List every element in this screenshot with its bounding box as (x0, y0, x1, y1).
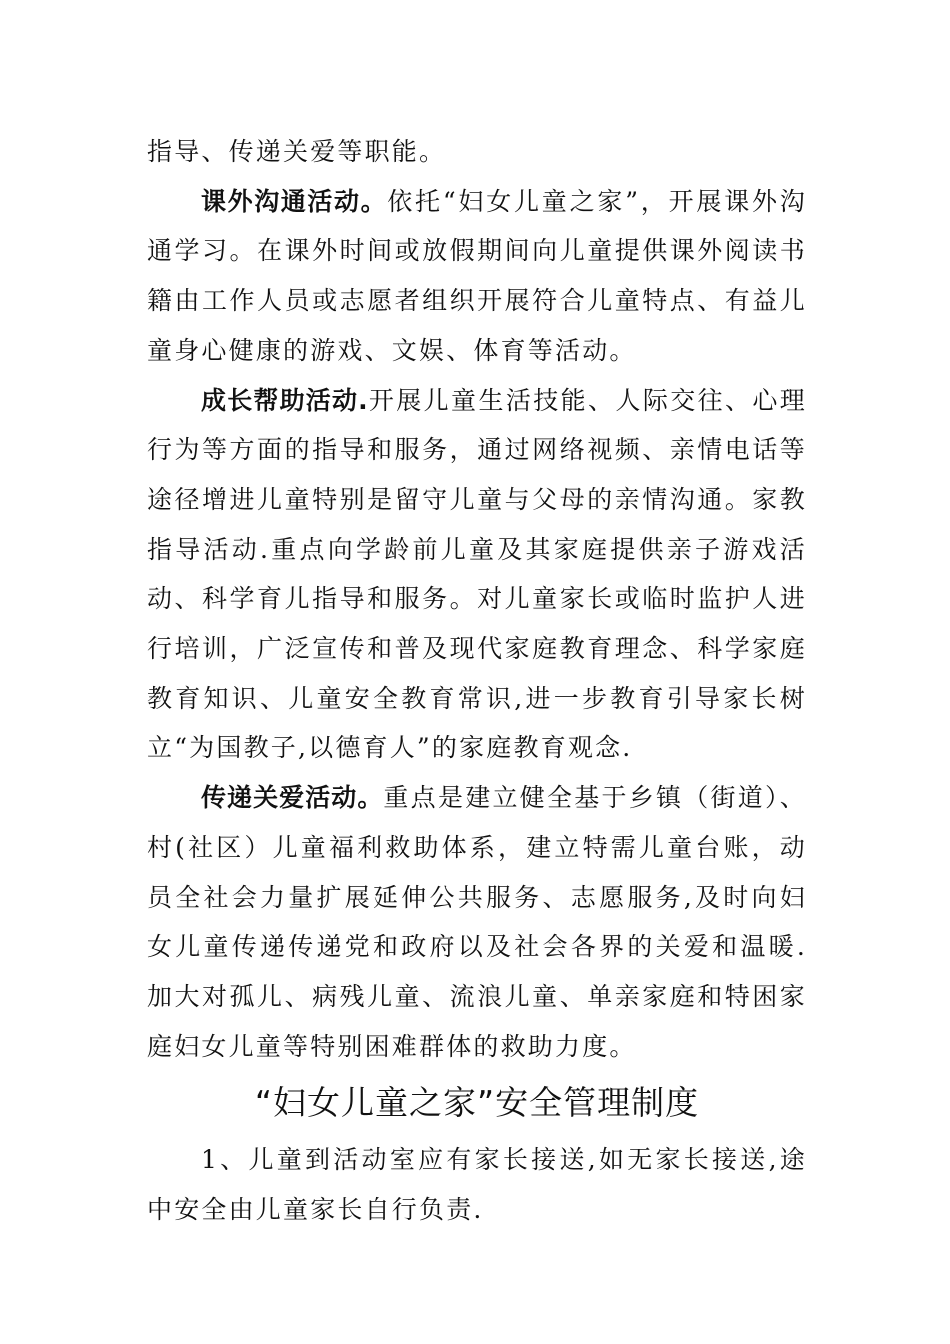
rule-text: 1、儿童到活动室应有家长接送,如无家长接送,途中安全由儿童家长自行负责. (147, 1145, 807, 1225)
document-body (147, 127, 807, 1235)
section-title: “妇女儿童之家”安全管理制度 (254, 1083, 700, 1123)
paragraph-text: 开展儿童生活技能、人际交往、心理行为等方面的指导和服务，通过网络视频、亲情电话等途径增进儿童特别是留守儿童与父母的亲情沟通。家教指导活动.重点向学龄前儿童及其家庭提供亲子游戏活动、科学育儿指导和服务。对儿童家长或临时监护人进行培训，广泛宣传和普及现代家庭教育理念、科学家庭教育知识、儿童安全教育常识,进一步教育引导家长树立“为国教子,以德育人”的家庭教育观念. (147, 385, 807, 763)
rule-item (147, 1135, 807, 1234)
paragraph-text: 重点是建立健全基于乡镇（街道）、村(社区）儿童福利救助体系，建立特需儿童台账，动员全社会力量扩展延伸公共服务、志愿服务,及时向妇女儿童传递传递党和政府以及社会各界的关爱和温暖.加大对孤儿、病残儿童、流浪儿童、单亲家庭和特困家庭妇女儿童等特别困难群体的救助力度。 (147, 783, 807, 1061)
paragraph-text: 指导、传递关爱等职能。 (147, 137, 447, 166)
paragraph-lead: 课外沟通活动。 (201, 186, 388, 216)
paragraph-growth-help (147, 376, 807, 774)
paragraph-lead: 成长帮助活动. (201, 385, 369, 415)
paragraph-lead: 传递关爱活动。 (201, 783, 384, 813)
paragraph-care (147, 773, 807, 1071)
paragraph-text: 依托“妇女儿童之家”，开展课外沟通学习。在课外时间或放假期间向儿童提供课外阅读书籍由工作人员或志愿者组织开展符合儿童特点、有益儿童身心健康的游戏、文娱、体育等活动。 (147, 186, 807, 365)
paragraph-extracurricular (147, 177, 807, 376)
paragraph-intro (147, 127, 807, 177)
